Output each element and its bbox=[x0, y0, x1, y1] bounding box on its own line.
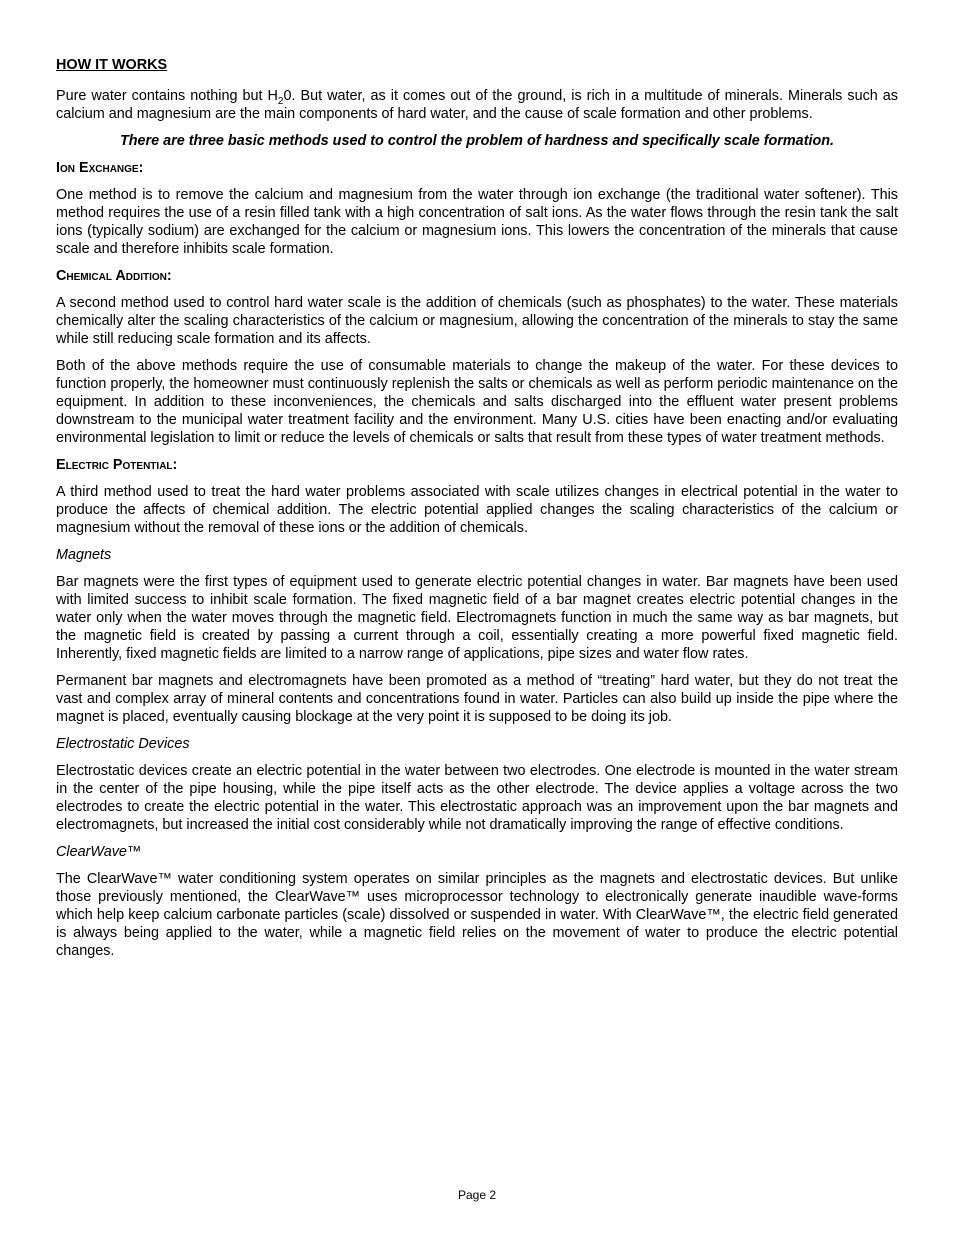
intro-subscript: 2 bbox=[277, 95, 284, 107]
methods-callout: There are three basic methods used to control the problem of hardness and specifically scale formation. bbox=[119, 133, 835, 149]
intro-text-end: 0. But water, as it comes out of the ground, is rich in a multitude of minerals. Minerals such as calcium and magnesium are the main components of hard water, and the cause of scale formation and other problems. bbox=[56, 88, 898, 122]
electric-potential-paragraph: A third method used to treat the hard water problems associated with scale utilizes changes in electrical potential in the water to produce the affects of chemical addition. The electric potential applied changes the scaling characteristics of the calcium or magnesium without the removal of these ions or the addition of chemicals. bbox=[56, 484, 898, 536]
page-title: HOW IT WORKS bbox=[56, 57, 168, 73]
section-electric-potential-title: Electric Potential: bbox=[56, 457, 178, 473]
subsection-clearwave-title: ClearWave™ bbox=[56, 844, 142, 860]
section-ion-exchange-title: Ion Exchange: bbox=[56, 160, 144, 176]
ion-exchange-paragraph: One method is to remove the calcium and magnesium from the water through ion exchange (the traditional water softener). This method requires the use of a resin filled tank with a high concentration of salt ions. As the water flows through the resin tank the salt ions (typically sodium) are exchanged for the calcium or magnesium ions. This lowers the concentration of the minerals that cause scale and therefore inhibits scale formation. bbox=[56, 187, 898, 257]
document-body bbox=[56, 56, 898, 969]
electrostatic-paragraph: Electrostatic devices create an electric potential in the water between two electrodes. One electrode is mounted in the water stream in the center of the pipe housing, while the pipe itself acts as the other electrode. The device applies a voltage across the two electrodes to create the electric potential in the water. This electrostatic approach was an improvement upon the bar magnets and electromagnets, but increased the initial cost considerably while not dramatically improving the range of effective conditions. bbox=[56, 763, 898, 833]
subsection-magnets-title: Magnets bbox=[56, 547, 112, 563]
clearwave-paragraph: The ClearWave™ water conditioning system operates on similar principles as the magnets and electrostatic devices. But unlike those previously mentioned, the ClearWave™ uses microprocessor technology to electronically generate inaudible wave-forms which help keep calcium carbonate particles (scale) dissolved or suspended in water. With ClearWave™, the electric field generated is always being applied to the water, while a magnetic field relies on the movement of water to produce the electric potential changes. bbox=[56, 871, 898, 959]
subsection-electrostatic-title: Electrostatic Devices bbox=[56, 736, 190, 752]
intro-text-start: Pure water contains nothing but H bbox=[56, 88, 278, 104]
chemical-addition-paragraph-2: Both of the above methods require the use of consumable materials to change the makeup of the water. For these devices to function properly, the homeowner must continuously replenish the salts or chemicals as well as perform periodic maintenance on the equipment. In addition to these inconveniences, the chemicals and salts discharged into the effluent water present problems downstream to the municipal water treatment facility and the environment. Many U.S. cities have been enacting and/or evaluating environmental legislation to limit or reduce the levels of chemicals or salts that result from these types of water treatment methods. bbox=[56, 358, 899, 446]
magnets-paragraph-2: Permanent bar magnets and electromagnets have been promoted as a method of “treating” hard water, but they do not treat the vast and complex array of mineral contents and concentrations found in water. Particles can also build up inside the pipe where the magnet is placed, eventually causing blockage at the very point it is supposed to be doing its job. bbox=[56, 673, 898, 725]
chemical-addition-paragraph-1: A second method used to control hard water scale is the addition of chemicals (such as phosphates) to the water. These materials chemically alter the scaling characteristics of the calcium or magnesium, allowing the concentration of the minerals to stay the same while still reducing scale formation and its affects. bbox=[56, 295, 898, 347]
magnets-paragraph-1: Bar magnets were the first types of equipment used to generate electric potential changes in water. Bar magnets have been used with limited success to inhibit scale formation. The fixed magnetic field of a bar magnet creates electric potential changes in the water only when the water moves through the magnetic field. Electromagnets function in much the same way as bar magnets, but the magnetic field is created by passing a current through a coil, essentially creating a more powerful fixed magnetic field. Inherently, fixed magnetic fields are limited to a narrow range of applications, pipe sizes and water flow rates. bbox=[56, 574, 898, 662]
section-chemical-addition-title: Chemical Addition: bbox=[56, 268, 172, 284]
page-number: Page 2 bbox=[457, 1188, 497, 1202]
intro-paragraph bbox=[56, 87, 898, 123]
